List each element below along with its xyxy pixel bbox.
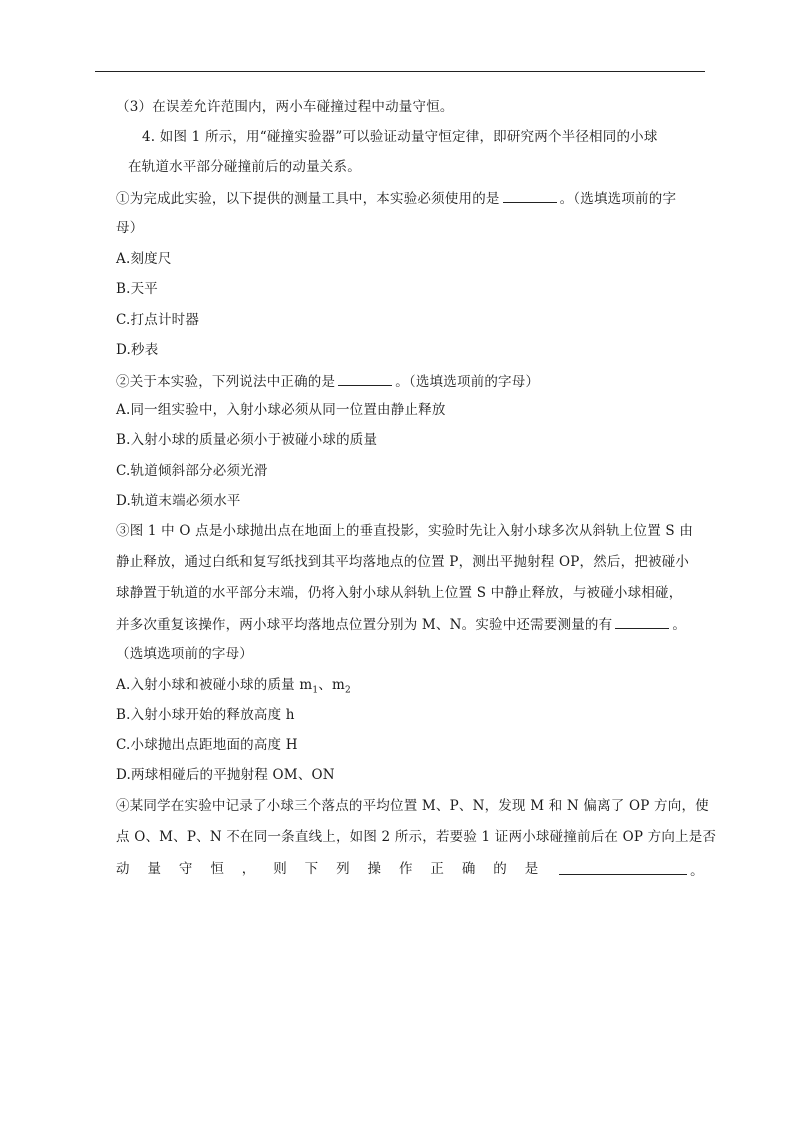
text-span: 是 xyxy=(524,861,539,877)
text-span: A.入射小球和被碰小球的质量 m xyxy=(116,677,313,693)
option-c: C.小球抛出点距地面的高度 H xyxy=(116,737,298,753)
answer-blank-3[interactable] xyxy=(615,614,669,629)
text-span: 确 xyxy=(461,861,476,877)
text-span: 。（选填选项前的字母） xyxy=(395,374,540,390)
question-4-intro: 4. 如图 1 所示，用“碰撞实验器”可以验证动量守恒定律，即研究两个半径相同的小球 xyxy=(142,129,658,145)
option-d: D.秒表 xyxy=(116,342,159,358)
text-span: 。 xyxy=(690,863,704,879)
text-span: 列 xyxy=(336,861,350,877)
option-b: B.天平 xyxy=(116,281,159,297)
text-line: （选填选项前的字母） xyxy=(116,646,253,662)
answer-blank-1[interactable] xyxy=(503,188,557,203)
text-line: 球静置于轨道的水平部分末端，仍将入射小球从斜轨上位置 S 中静止释放，与被碰小球相碰， xyxy=(116,585,683,601)
text-span: 。（选填选项前的字 xyxy=(559,191,677,207)
text-line: 点 O、M、P、N 不在同一条直线上，如图 2 所示，若要验 1 证两小球碰撞前后在 OP 方向上是否 xyxy=(116,829,717,845)
question-4-part-3: ③图 1 中 O 点是小球抛出点在地面上的垂直投影，实验时先让入射小球多次从斜轨上位置 S 由 xyxy=(116,523,694,539)
text-span: 恒 xyxy=(210,861,225,877)
text-span: ①为完成此实验，以下提供的测量工具中，本实验必须使用的是 xyxy=(116,191,500,207)
text-span: 并多次重复该操作，两小球平均落地点位置分别为 M、N。实验中还需要测量的有 xyxy=(116,617,613,633)
text-span: 守 xyxy=(178,861,193,877)
text-span: 正 xyxy=(430,861,445,877)
text-span: 。 xyxy=(672,617,687,633)
text-line xyxy=(116,614,686,634)
header-rule xyxy=(95,71,705,72)
answer-blank-end xyxy=(556,860,704,880)
text-line-justified xyxy=(116,860,704,880)
text-line: 母） xyxy=(116,220,144,236)
text-span: 下 xyxy=(304,861,319,877)
option-d: D.轨道末端必须水平 xyxy=(116,493,241,509)
text-span: ， xyxy=(241,861,256,877)
text-line: （3）在误差允许范围内，两小车碰撞过程中动量守恒。 xyxy=(116,99,454,115)
subscript: 1 xyxy=(312,685,319,696)
text-span: 则 xyxy=(273,861,287,877)
option-c: C.打点计时器 xyxy=(116,312,200,328)
answer-blank-4[interactable] xyxy=(559,860,687,875)
option-a xyxy=(116,676,351,700)
text-span: 、m xyxy=(318,677,345,693)
question-4-part-4: ④某同学在实验中记录了小球三个落点的平均位置 M、P、N，发现 M 和 N 偏离了 OP 方向，使 xyxy=(116,798,709,814)
option-a: A.同一组实验中，入射小球必须从同一位置由静止释放 xyxy=(116,402,446,418)
question-4-part-1 xyxy=(116,188,676,208)
option-a: A.刻度尺 xyxy=(116,251,172,267)
text-span: 作 xyxy=(398,861,413,877)
text-span: 动 xyxy=(116,861,130,877)
text-line: 静止释放，通过白纸和复写纸找到其平均落地点的位置 P，测出平抛射程 OP，然后，把被碰小 xyxy=(116,554,690,570)
text-span: 量 xyxy=(147,861,162,877)
text-span: ②关于本实验，下列说法中正确的是 xyxy=(116,374,336,390)
text-line: 在轨道水平部分碰撞前后的动量关系。 xyxy=(128,159,361,175)
text-span: 操 xyxy=(367,861,382,877)
option-d: D.两球相碰后的平抛射程 OM、ON xyxy=(116,767,335,783)
option-b: B.入射小球的质量必须小于被碰小球的质量 xyxy=(116,432,378,448)
answer-blank-2[interactable] xyxy=(338,371,392,386)
subscript: 2 xyxy=(344,685,351,696)
option-b: B.入射小球开始的释放高度 h xyxy=(116,707,295,723)
question-4-part-2 xyxy=(116,371,539,391)
option-c: C.轨道倾斜部分必须光滑 xyxy=(116,463,268,479)
text-span: 的 xyxy=(493,861,507,877)
